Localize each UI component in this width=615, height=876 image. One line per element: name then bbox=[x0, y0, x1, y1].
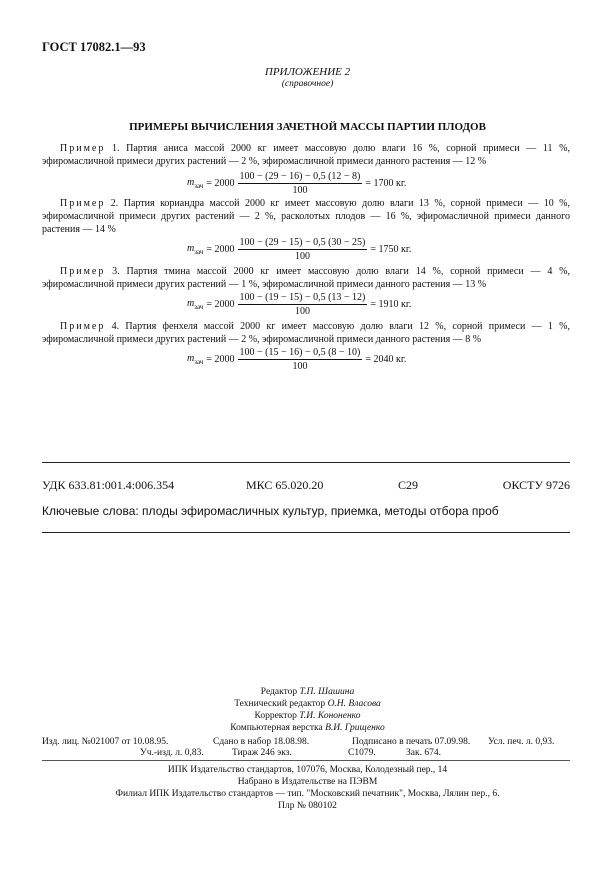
formula-var: m bbox=[187, 243, 195, 254]
formula-result: = 1750 кг. bbox=[370, 244, 412, 255]
okstu-code: ОКСТУ 9726 bbox=[502, 478, 570, 492]
formula-var: m bbox=[187, 298, 195, 309]
appendix-title: ПРИЛОЖЕНИЕ 2 bbox=[264, 66, 351, 78]
example-body: 1. Партия аниса массой 2000 кг имеет массовую долю влаги 16 %, сорной примеси — 11 %, эфиромасличной примеси других растений — 2 %, эфиромасличной примеси данного растения — 12 % bbox=[42, 143, 570, 167]
example-1-text bbox=[42, 142, 570, 168]
pub-license: Изд. лиц. №021007 от 10.08.95. bbox=[42, 737, 169, 747]
publisher-line-4: Плр № 080102 bbox=[278, 801, 337, 811]
formula-denominator: 100 bbox=[294, 251, 310, 262]
example-label: Пример bbox=[60, 198, 106, 209]
pub-sheets: Уч.-изд. л. 0,83. bbox=[140, 748, 204, 758]
formula-numerator: 100 − (19 − 15) − 0,5 (13 − 12) bbox=[239, 292, 366, 303]
keywords-line: Ключевые слова: плоды эфиромасличных культур, приемка, методы отбора проб bbox=[42, 504, 499, 518]
pub-sent: Сдано в набор 18.08.98. bbox=[213, 737, 310, 747]
example-4-text bbox=[42, 320, 570, 346]
example-body: 4. Партия фенхеля массой 2000 кг имеет массовую долю влаги 12 %, сорной примеси — 1 %, эфиромасличной примеси других растений — 2 %, эфиромасличной примеси данного растения — 8 % bbox=[42, 321, 570, 345]
example-body: 2. Партия кориандра массой 2000 кг имеет массовую долю влаги 13 %, сорной примеси — 10 %, эфиромасличной примеси других растений — 2 %, расколотых плодов — 16 %, эфиромасличной примеси данного растения — 14 % bbox=[42, 198, 570, 235]
formula-sub: зач bbox=[194, 303, 204, 311]
example-1-formula bbox=[187, 171, 406, 196]
appendix-subtitle: (справочное) bbox=[281, 79, 334, 89]
formula-sub: зач bbox=[194, 358, 204, 366]
example-label: Пример bbox=[60, 143, 106, 154]
formula-result: = 1700 кг. bbox=[365, 178, 407, 189]
pub-signed: Подписано в печать 07.09.98. bbox=[352, 737, 471, 747]
example-3-formula bbox=[187, 292, 411, 317]
formula-coef: = 2000 bbox=[206, 244, 235, 255]
credit-corrector: Корректор Т.И. Кононенко bbox=[254, 711, 361, 721]
formula-var: m bbox=[187, 353, 195, 364]
formula-coef: = 2000 bbox=[206, 299, 235, 310]
example-label: Пример bbox=[60, 266, 106, 277]
standard-number: ГОСТ 17082.1—93 bbox=[42, 40, 146, 54]
group-code: С29 bbox=[398, 478, 419, 492]
formula-var: m bbox=[187, 177, 195, 188]
example-2-formula bbox=[187, 237, 411, 262]
example-2-text bbox=[42, 197, 570, 236]
publisher-line-1: ИПК Издательство стандартов, 107076, Москва, Колодезный пер., 14 bbox=[167, 765, 448, 775]
formula-sub: зач bbox=[194, 248, 204, 256]
pub-run: Тираж 246 экз. bbox=[232, 748, 292, 758]
example-4-formula bbox=[187, 347, 406, 372]
example-3-text bbox=[42, 265, 570, 291]
formula-denominator: 100 bbox=[292, 361, 308, 372]
formula-denominator: 100 bbox=[292, 185, 308, 196]
formula-denominator: 100 bbox=[294, 306, 310, 317]
publisher-line-2: Набрано в Издательстве на ПЭВМ bbox=[237, 777, 378, 787]
example-body: 3. Партия тмина массой 2000 кг имеет массовую долю влаги 14 %, сорной примеси — 4 %, эфиромасличной примеси других растений — 1 %, эфиромасличной примеси данного растения — 13 % bbox=[42, 266, 570, 290]
formula-sub: зач bbox=[194, 182, 204, 190]
publisher-line-3: Филиал ИПК Издательство стандартов — тип. "Московский печатник", Москва, Лялин пер., 6. bbox=[115, 789, 500, 799]
pub-code: С1079. bbox=[348, 748, 376, 758]
publisher-block bbox=[0, 764, 615, 812]
example-label: Пример bbox=[60, 321, 106, 332]
page-heading: ПРИМЕРЫ ВЫЧИСЛЕНИЯ ЗАЧЕТНОЙ МАССЫ ПАРТИИ ПЛОДОВ bbox=[129, 121, 486, 133]
formula-result: = 2040 кг. bbox=[365, 354, 407, 365]
mks-code: МКС 65.020.20 bbox=[246, 478, 324, 492]
credit-layout: Компьютерная верстка В.И. Грищенко bbox=[230, 723, 385, 733]
divider-top bbox=[42, 462, 570, 463]
formula-numerator: 100 − (29 − 16) − 0,5 (12 − 8) bbox=[239, 171, 361, 182]
credits-block bbox=[0, 686, 615, 734]
divider-publisher bbox=[42, 760, 570, 761]
divider-bottom bbox=[42, 532, 570, 533]
formula-result: = 1910 кг. bbox=[370, 299, 412, 310]
pub-print-sheets: Усл. печ. л. 0,93. bbox=[488, 737, 555, 747]
udk-code: УДК 633.81:001.4:006.354 bbox=[42, 478, 175, 492]
credit-editor: Редактор Т.П. Шашина bbox=[260, 687, 355, 697]
pub-order: Зак. 674. bbox=[406, 748, 441, 758]
formula-coef: = 2000 bbox=[206, 178, 235, 189]
credit-tech-editor: Технический редактор О.Н. Власова bbox=[234, 699, 381, 709]
formula-coef: = 2000 bbox=[206, 354, 235, 365]
formula-numerator: 100 − (15 − 16) − 0,5 (8 − 10) bbox=[239, 347, 361, 358]
formula-numerator: 100 − (29 − 15) − 0,5 (30 − 25) bbox=[239, 237, 366, 248]
